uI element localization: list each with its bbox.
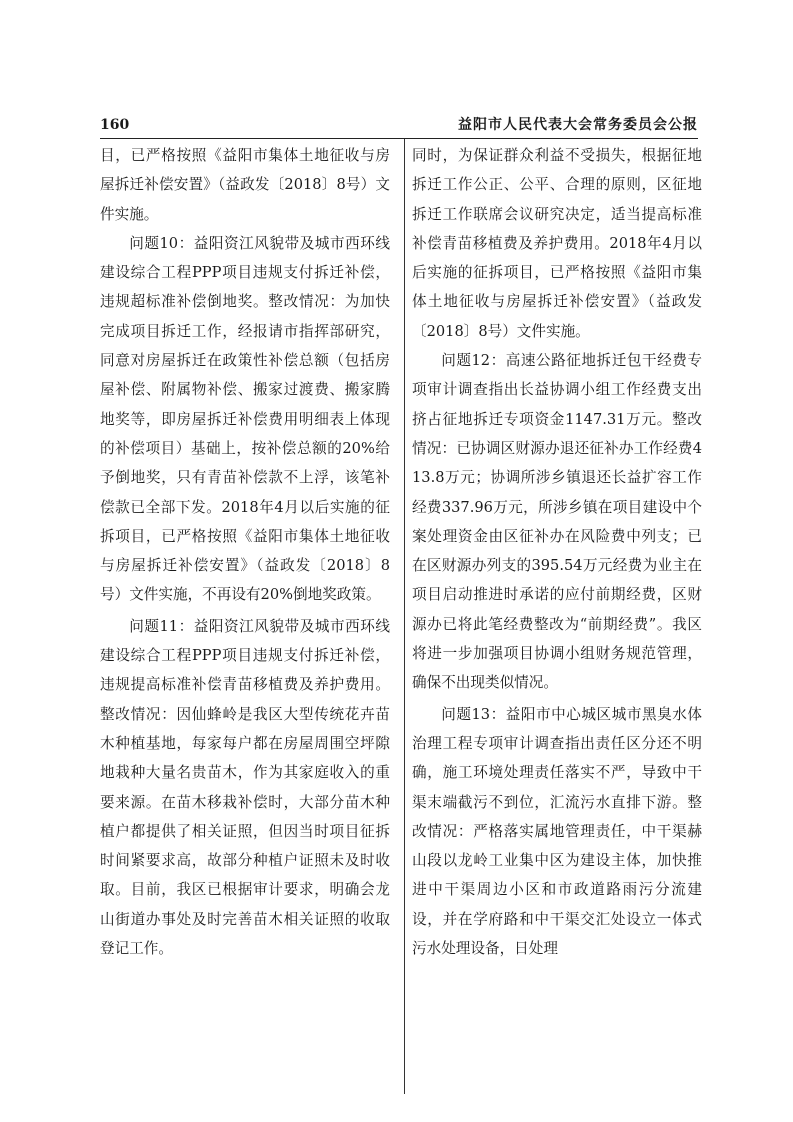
paragraph: 问题10：益阳资江风貌带及城市西环线建设综合工程PPP项目违规支付拆迁补偿，违规超标准补偿倒地奖。整改情况：为加快完成项目拆迁工作，经报请市指挥部研究，同意对房屋拆迁在政策性补偿总额（包括房屋补偿、附属物补偿、搬家过渡费、搬家腾地奖等，即房屋拆迁补偿费用明细表上体现的补偿项目）基础上，按补偿总额的20%给予倒地奖，只有青苗补偿款不上浮，该笔补偿款已全部下发。2018年4月以后实施的征拆项目，已严格按照《益阳市集体土地征收与房屋拆迁补偿安置》（益政发〔2018〕8号）文件实施，不再设有20%倒地奖政策。 (100, 234, 390, 604)
left-column (100, 141, 390, 1091)
paragraph: 目，已严格按照《益阳市集体土地征收与房屋拆迁补偿安置》（益政发〔2018〕8号）文件实施。 (100, 147, 390, 223)
column-divider (404, 139, 405, 1094)
paragraph: 同时，为保证群众利益不受损失，根据征地拆迁工作公正、公平、合理的原则，区征地拆迁工作联席会议研究决定，适当提高标准补偿青苗移植费及养护费用。2018年4月以后实施的征拆项目，已严格按照《益阳市集体土地征收与房屋拆迁补偿安置》（益政发〔2018〕8号）文件实施。 (412, 147, 702, 340)
paragraph: 问题11：益阳资江风貌带及城市西环线建设综合工程PPP项目违规支付拆迁补偿，违规提高标准补偿青苗移植费及养护费用。整改情况：因仙蜂岭是我区大型传统花卉苗木种植基地，每家每户都在房屋周围空坪隙地栽种大量名贵苗木，作为其家庭收入的重要来源。在苗木移栽补偿时，大部分苗木种植户都提供了相关证照，但因当时项目征拆时间紧要求高，故部分种植户证照未及时收取。目前，我区已根据审计要求，明确会龙山街道办事处及时完善苗木相关证照的收取登记工作。 (100, 617, 390, 958)
page-number: 160 (100, 117, 130, 133)
paragraph: 问题12：高速公路征地拆迁包干经费专项审计调查指出长益协调小组工作经费支出挤占征地拆迁专项资金1147.31万元。整改情况：已协调区财源办退还征补办工作经费413.8万元；协调所涉乡镇退还长益扩容工作经费337.96万元，所涉乡镇在项目建设中个案处理资金由区征补办在风险费中列支；已在区财源办列支的395.54万元经费为业主在项目启动推进时承诺的应付前期经费，区财源办已将此笔经费整改为“前期经费”。我区将进一步加强项目协调小组财务规范管理，确保不出现类似情况。 (412, 352, 702, 692)
right-column (412, 141, 702, 1091)
paragraph: 问题13：益阳市中心城区城市黑臭水体治理工程专项审计调查指出责任区分还不明确，施工环境处理责任落实不严，导致中干渠末端截污不到位，汇流污水直排下游。整改情况：严格落实属地管理责任，中干渠赫山段以龙岭工业集中区为建设主体，加快推进中干渠周边小区和市政道路雨污分流建设，并在学府路和中干渠交汇处设立一体式污水处理设备，日处理 (412, 705, 702, 958)
header-rule (100, 138, 698, 139)
page-header (100, 116, 698, 138)
journal-title: 益阳市人民代表大会常务委员会公报 (458, 117, 698, 133)
